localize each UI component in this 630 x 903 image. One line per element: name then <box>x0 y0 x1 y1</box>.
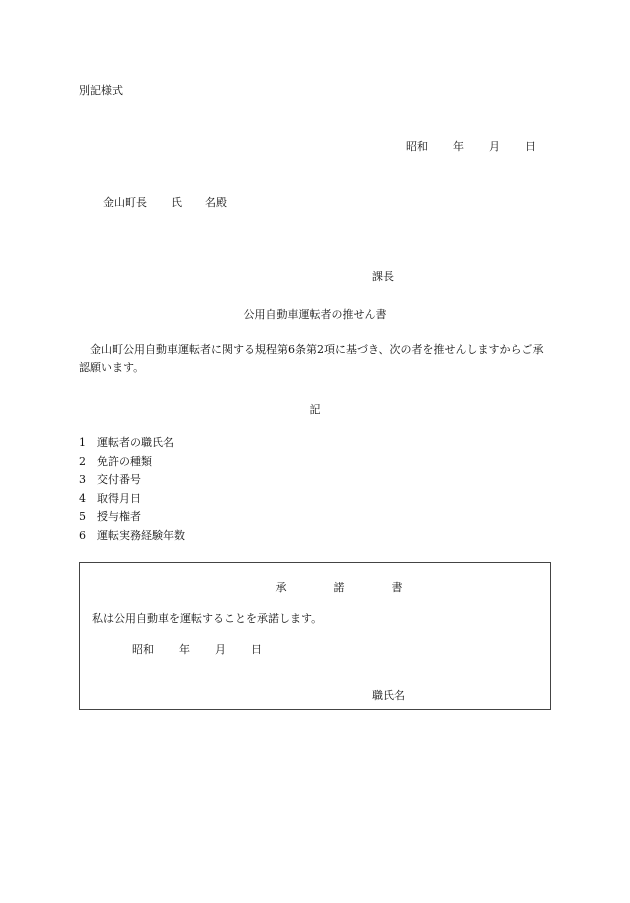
list-item <box>79 508 185 527</box>
item-label: 授与権者 <box>97 510 141 524</box>
list-item <box>79 527 185 546</box>
consent-date <box>132 641 262 657</box>
date-era: 昭和 <box>406 140 428 153</box>
consent-title-char: 諾 <box>333 581 345 594</box>
body-text: 金山町公用自動車運転者に関する規程第6条第2項に基づき、次の者を推せんしますからご承認願います。 <box>79 343 544 374</box>
consent-date-day: 日 <box>251 643 262 656</box>
item-label: 取得月日 <box>97 491 141 505</box>
form-title: 別記様式 <box>79 84 123 97</box>
sender-title: 課長 <box>372 270 394 283</box>
consent-text: 私は公用自動車を運転することを承諾します。 <box>92 612 323 625</box>
item-number: 2 <box>79 454 86 468</box>
addressee-prefix: 金山町長 <box>103 196 147 209</box>
consent-date-month: 月 <box>215 643 226 656</box>
item-label: 運転実務経験年数 <box>97 528 185 542</box>
item-label: 交付番号 <box>97 473 141 487</box>
item-number: 3 <box>79 473 86 487</box>
consent-box <box>79 562 551 710</box>
item-number: 5 <box>79 510 86 524</box>
consent-date-era: 昭和 <box>132 643 154 656</box>
addressee-honorific-1: 氏 <box>171 196 182 209</box>
item-list <box>79 434 185 546</box>
date-line <box>406 138 536 154</box>
item-number: 4 <box>79 491 86 505</box>
addressee-honorific-2: 名殿 <box>205 196 227 209</box>
date-day: 日 <box>525 140 536 153</box>
document-title: 公用自動車運転者の推せん書 <box>243 308 387 321</box>
item-label: 運転者の職氏名 <box>97 436 174 449</box>
item-label: 免許の種類 <box>97 454 152 468</box>
item-number: 6 <box>79 528 86 542</box>
addressee <box>103 194 227 210</box>
list-item <box>79 490 185 509</box>
list-item <box>79 471 185 490</box>
signature-label: 職氏名 <box>372 689 405 702</box>
consent-title <box>252 579 426 595</box>
date-month: 月 <box>489 140 500 153</box>
list-item <box>79 453 185 472</box>
item-number: 1 <box>79 436 86 449</box>
consent-title-char: 承 <box>275 581 287 594</box>
date-year: 年 <box>453 140 464 153</box>
ki-heading: 記 <box>309 403 321 416</box>
consent-date-year: 年 <box>179 643 190 656</box>
list-item <box>79 434 185 453</box>
consent-title-char: 書 <box>391 581 403 594</box>
